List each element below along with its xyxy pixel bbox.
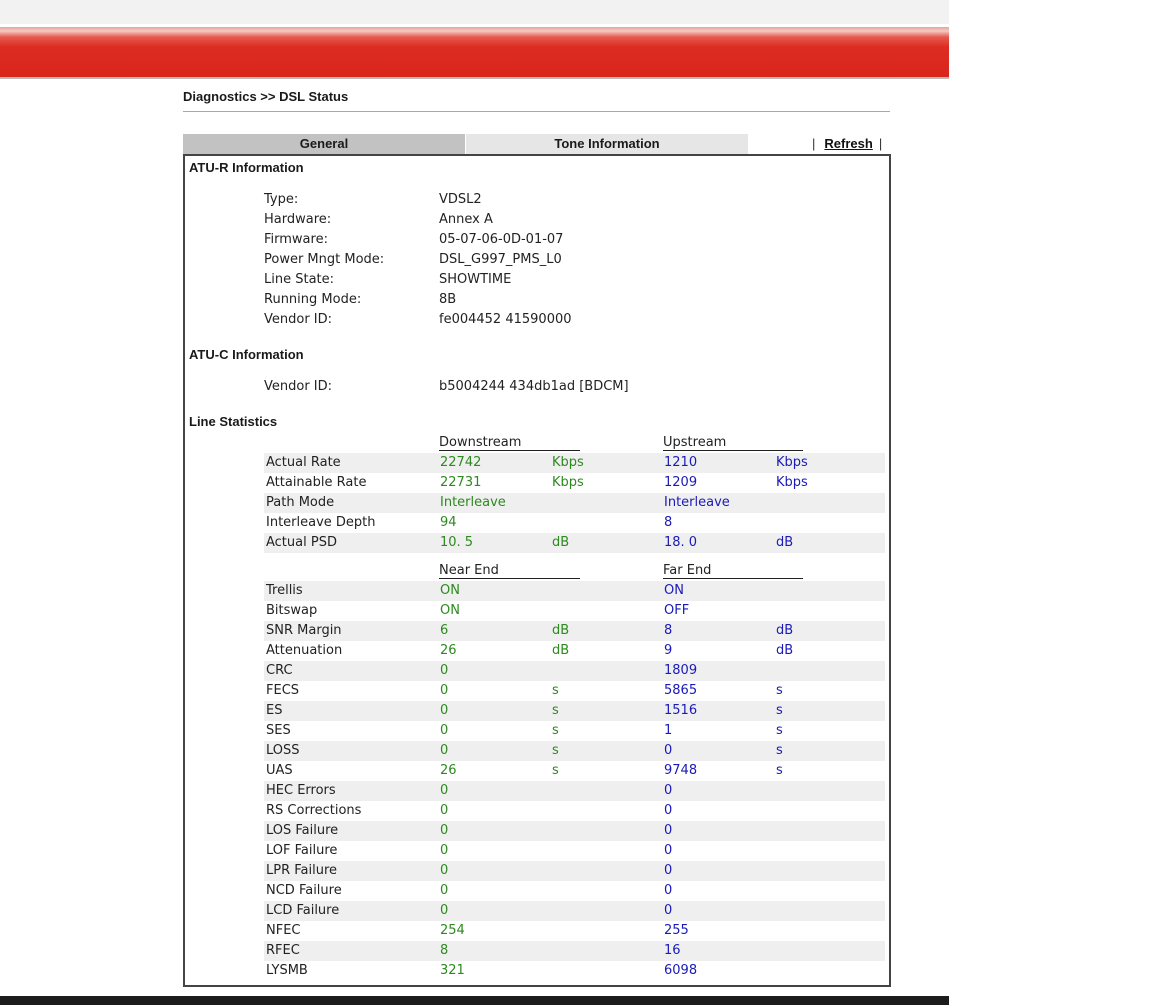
stat-downstream-value: 8 <box>440 943 449 958</box>
stat-row-lcd-failure <box>264 901 885 921</box>
stat-row-ncd-failure <box>264 881 885 901</box>
refresh-group <box>812 136 882 151</box>
stat-upstream-value: 255 <box>664 923 689 938</box>
stat-upstream-unit: dB <box>776 643 794 658</box>
stat-downstream-unit: dB <box>552 535 570 550</box>
stat-upstream-value: 0 <box>664 783 673 798</box>
stat-downstream-value: 0 <box>440 703 449 718</box>
stat-label: CRC <box>266 663 293 678</box>
stat-row-nfec <box>264 921 885 941</box>
stat-row-fecs <box>264 681 885 701</box>
stat-upstream-value: 1516 <box>664 703 698 718</box>
info-label-type: Type: <box>264 192 299 207</box>
stat-label: NFEC <box>266 923 301 938</box>
stat-downstream-value: 0 <box>440 683 449 698</box>
stat-downstream-unit: s <box>552 683 559 698</box>
stat-upstream-value: 0 <box>664 903 673 918</box>
bottom-bar <box>0 996 949 1005</box>
stat-row-attenuation <box>264 641 885 661</box>
stat-row-actual-psd <box>264 533 885 553</box>
stat-downstream-unit: Kbps <box>552 455 584 470</box>
info-value-vendor-id: b5004244 434db1ad [BDCM] <box>439 379 629 394</box>
stat-upstream-value: ON <box>664 583 684 598</box>
stat-upstream-unit: s <box>776 723 783 738</box>
info-value-type: VDSL2 <box>439 192 482 207</box>
info-label-firmware: Firmware: <box>264 232 328 247</box>
upstream-header: Upstream <box>663 436 803 451</box>
stat-row-attainable-rate <box>264 473 885 493</box>
stat-downstream-value: 0 <box>440 803 449 818</box>
stat-upstream-value: 1809 <box>664 663 698 678</box>
stat-label: SNR Margin <box>266 623 342 638</box>
stat-label: LCD Failure <box>266 903 340 918</box>
stat-upstream-value: 8 <box>664 623 673 638</box>
tab-tone-information[interactable]: Tone Information <box>466 134 748 154</box>
stat-downstream-value: 10. 5 <box>440 535 474 550</box>
stat-row-rs-corrections <box>264 801 885 821</box>
stat-label: RFEC <box>266 943 300 958</box>
stat-row-interleave-depth <box>264 513 885 533</box>
stat-downstream-value: Interleave <box>440 495 506 510</box>
stat-upstream-value: 0 <box>664 743 673 758</box>
stat-label: Attainable Rate <box>266 475 367 490</box>
refresh-separator-right: | <box>878 136 883 151</box>
atu-c-title: ATU-C Information <box>189 347 304 362</box>
stat-downstream-value: 0 <box>440 883 449 898</box>
stat-label: HEC Errors <box>266 783 336 798</box>
info-label-vendor-id: Vendor ID: <box>264 379 333 394</box>
stat-row-lof-failure <box>264 841 885 861</box>
stat-downstream-value: 0 <box>440 743 449 758</box>
stat-label: Trellis <box>266 583 303 598</box>
stat-upstream-unit: s <box>776 683 783 698</box>
stat-row-lpr-failure <box>264 861 885 881</box>
stat-downstream-value: 26 <box>440 643 457 658</box>
stat-downstream-value: 6 <box>440 623 449 638</box>
info-label-power-mngt-mode: Power Mngt Mode: <box>264 252 385 267</box>
info-label-line-state: Line State: <box>264 272 335 287</box>
stat-row-hec-errors <box>264 781 885 801</box>
stat-row-crc <box>264 661 885 681</box>
stat-label: LOSS <box>266 743 300 758</box>
stat-label: SES <box>266 723 291 738</box>
stat-upstream-value: 9748 <box>664 763 698 778</box>
info-value-hardware: Annex A <box>439 212 493 227</box>
stat-upstream-unit: s <box>776 703 783 718</box>
stat-row-trellis <box>264 581 885 601</box>
stat-label: FECS <box>266 683 300 698</box>
stat-downstream-value: 0 <box>440 903 449 918</box>
stat-downstream-value: 26 <box>440 763 457 778</box>
stat-downstream-unit: s <box>552 743 559 758</box>
stat-label: Actual Rate <box>266 455 341 470</box>
stat-row-rfec <box>264 941 885 961</box>
far-end-header: Far End <box>663 564 803 579</box>
stat-downstream-unit: s <box>552 763 559 778</box>
info-label-vendor-id: Vendor ID: <box>264 312 333 327</box>
stat-upstream-unit: s <box>776 763 783 778</box>
stat-label: LOF Failure <box>266 843 338 858</box>
stat-upstream-value: 0 <box>664 803 673 818</box>
info-value-power-mngt-mode: DSL_G997_PMS_L0 <box>439 252 562 267</box>
stat-label: Actual PSD <box>266 535 337 550</box>
stat-downstream-value: 0 <box>440 663 449 678</box>
stat-row-bitswap <box>264 601 885 621</box>
stat-label: Path Mode <box>266 495 335 510</box>
stat-upstream-unit: Kbps <box>776 455 808 470</box>
stat-upstream-value: 0 <box>664 843 673 858</box>
stat-downstream-value: ON <box>440 583 460 598</box>
stat-label: NCD Failure <box>266 883 342 898</box>
stat-upstream-value: OFF <box>664 603 690 618</box>
stat-upstream-unit: Kbps <box>776 475 808 490</box>
stat-label: Attenuation <box>266 643 343 658</box>
info-value-line-state: SHOWTIME <box>439 272 512 287</box>
stat-label: UAS <box>266 763 293 778</box>
refresh-link[interactable]: Refresh <box>824 136 873 151</box>
stat-label: LYSMB <box>266 963 308 978</box>
stat-upstream-value: 5865 <box>664 683 698 698</box>
stat-upstream-value: 18. 0 <box>664 535 698 550</box>
stat-row-loss <box>264 741 885 761</box>
stat-row-es <box>264 701 885 721</box>
stat-label: Interleave Depth <box>266 515 376 530</box>
downstream-header: Downstream <box>439 436 580 451</box>
stat-downstream-value: 0 <box>440 723 449 738</box>
stat-upstream-value: 16 <box>664 943 681 958</box>
stat-upstream-unit: s <box>776 743 783 758</box>
stat-upstream-unit: dB <box>776 623 794 638</box>
stat-row-uas <box>264 761 885 781</box>
breadcrumb-divider <box>183 111 890 112</box>
stat-downstream-value: 321 <box>440 963 465 978</box>
stat-downstream-unit: dB <box>552 643 570 658</box>
stat-downstream-value: 94 <box>440 515 457 530</box>
stat-label: Bitswap <box>266 603 318 618</box>
stat-downstream-value: 0 <box>440 863 449 878</box>
info-value-vendor-id: fe004452 41590000 <box>439 312 572 327</box>
header-banner <box>0 27 949 79</box>
stat-label: ES <box>266 703 283 718</box>
stat-label: LPR Failure <box>266 863 338 878</box>
stat-upstream-value: Interleave <box>664 495 730 510</box>
breadcrumb: Diagnostics >> DSL Status <box>183 89 349 104</box>
stat-upstream-value: 8 <box>664 515 673 530</box>
stat-row-path-mode <box>264 493 885 513</box>
line-statistics-title: Line Statistics <box>189 414 278 429</box>
near-end-header: Near End <box>439 564 580 579</box>
stat-upstream-value: 9 <box>664 643 673 658</box>
stat-downstream-value: 22731 <box>440 475 482 490</box>
stat-label: RS Corrections <box>266 803 362 818</box>
stat-downstream-value: 0 <box>440 823 449 838</box>
stat-upstream-value: 1 <box>664 723 673 738</box>
stat-upstream-unit: dB <box>776 535 794 550</box>
top-strip <box>0 0 949 24</box>
atu-r-title: ATU-R Information <box>189 160 304 175</box>
refresh-separator-left: | <box>812 136 816 151</box>
stat-label: LOS Failure <box>266 823 339 838</box>
stat-upstream-value: 1210 <box>664 455 698 470</box>
info-value-running-mode: 8B <box>439 292 457 307</box>
stat-row-snr-margin <box>264 621 885 641</box>
stat-upstream-value: 0 <box>664 883 673 898</box>
stat-downstream-value: 254 <box>440 923 465 938</box>
info-value-firmware: 05-07-06-0D-01-07 <box>439 232 564 247</box>
tab-general[interactable]: General <box>183 134 465 154</box>
stat-row-lysmb <box>264 961 885 981</box>
stat-downstream-value: 22742 <box>440 455 482 470</box>
stat-row-ses <box>264 721 885 741</box>
stat-row-los-failure <box>264 821 885 841</box>
stat-downstream-unit: s <box>552 723 559 738</box>
stat-upstream-value: 1209 <box>664 475 698 490</box>
stat-downstream-value: ON <box>440 603 460 618</box>
stat-row-actual-rate <box>264 453 885 473</box>
stat-upstream-value: 0 <box>664 863 673 878</box>
stat-downstream-value: 0 <box>440 783 449 798</box>
info-label-hardware: Hardware: <box>264 212 332 227</box>
stat-downstream-unit: s <box>552 703 559 718</box>
info-label-running-mode: Running Mode: <box>264 292 362 307</box>
stat-upstream-value: 6098 <box>664 963 698 978</box>
stat-downstream-value: 0 <box>440 843 449 858</box>
stat-upstream-value: 0 <box>664 823 673 838</box>
stat-downstream-unit: dB <box>552 623 570 638</box>
stat-downstream-unit: Kbps <box>552 475 584 490</box>
